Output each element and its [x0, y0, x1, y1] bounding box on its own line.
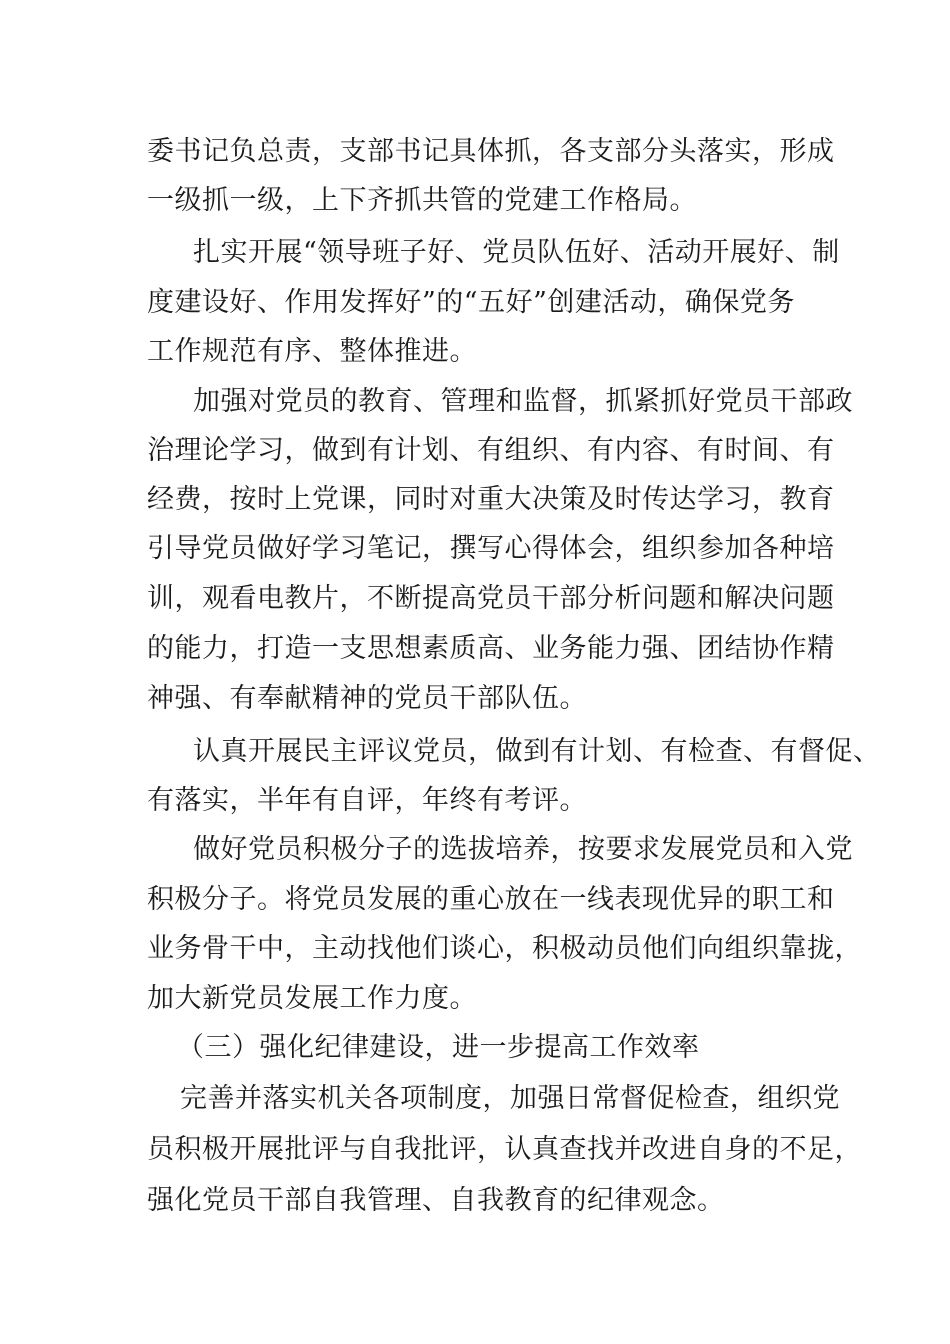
text-line: 扎实开展“领导班子好、党员队伍好、活动开展好、制 [193, 237, 840, 268]
text-line: 工作规范有序、整体推进。 [147, 336, 477, 367]
text-line: 度建设好、作用发挥好”的“五好”创建活动，确保党务 [147, 287, 795, 318]
text-line: 加大新党员发展工作力度。 [147, 983, 477, 1014]
text-line: 委书记负总责，支部书记具体抓，各支部分头落实，形成 [147, 136, 835, 167]
text-line: 积极分子。将党员发展的重心放在一线表现优异的职工和 [147, 884, 835, 915]
text-line: 做好党员积极分子的选拔培养，按要求发展党员和入党 [193, 834, 853, 865]
text-line: 业务骨干中，主动找他们谈心，积极动员他们向组织靠拢， [147, 933, 862, 964]
text-line: 加强对党员的教育、管理和监督，抓紧抓好党员干部政 [193, 386, 853, 417]
text-line: 一级抓一级，上下齐抓共管的党建工作格局。 [147, 185, 697, 216]
text-line: 员积极开展批评与自我批评，认真查找并改进自身的不足， [147, 1134, 862, 1165]
text-line: 完善并落实机关各项制度，加强日常督促检查，组织党 [180, 1083, 840, 1114]
text-line: 经费，按时上党课，同时对重大决策及时传达学习，教育 [147, 484, 835, 515]
section-heading: （三）强化纪律建设，进一步提高工作效率 [177, 1032, 700, 1063]
text-line: 强化党员干部自我管理、自我教育的纪律观念。 [147, 1185, 725, 1216]
text-line: 神强、有奉献精神的党员干部队伍。 [147, 683, 587, 714]
text-line: 训，观看电教片，不断提高党员干部分析问题和解决问题 [147, 583, 835, 614]
text-line: 的能力，打造一支思想素质高、业务能力强、团结协作精 [147, 633, 835, 664]
text-line: 治理论学习，做到有计划、有组织、有内容、有时间、有 [147, 435, 835, 466]
text-line: 有落实，半年有自评，年终有考评。 [147, 785, 587, 816]
text-line: 认真开展民主评议党员，做到有计划、有检查、有督促、 [193, 736, 881, 767]
text-line: 引导党员做好学习笔记，撰写心得体会，组织参加各种培 [147, 533, 835, 564]
